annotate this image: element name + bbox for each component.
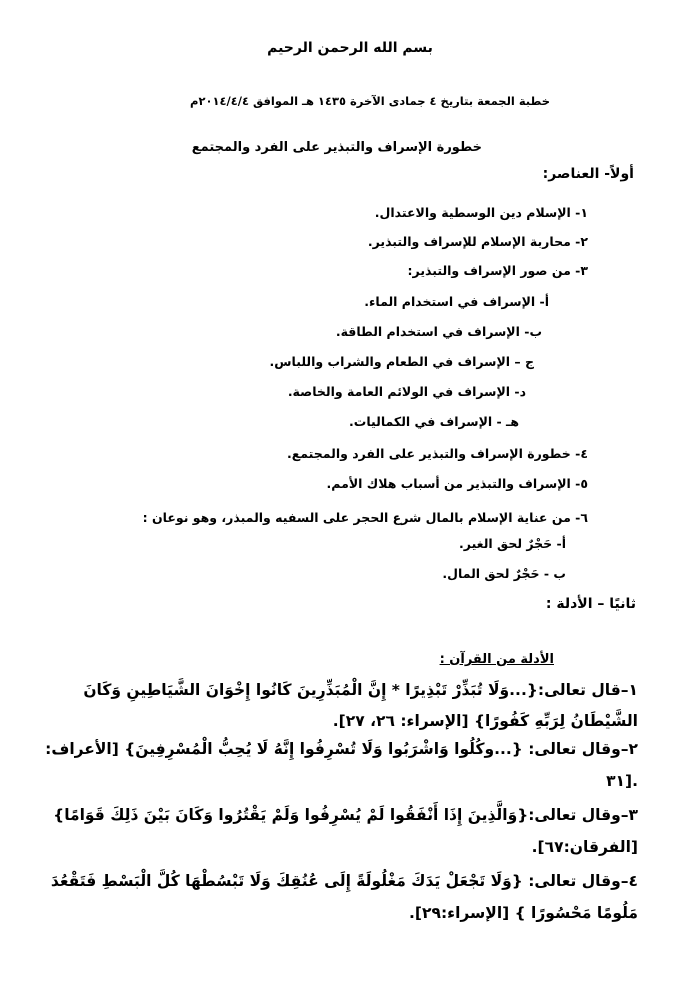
element-item-4: ٤- خطورة الإسراف والتبذير على الفرد والمجتمع. <box>286 446 588 461</box>
element-subitem-d: د- الإسراف في الولائم العامة والخاصة. <box>287 384 526 399</box>
elements-heading: أولاً- العناصر: <box>542 166 634 182</box>
element-item-6: ٦- من عناية الإسلام بالمال شرع الحجر على السفيه والمبذر، وهو نوعان : <box>142 510 588 525</box>
verse-3-line-2: [الفرقان:٦٧]. <box>531 838 638 856</box>
verse-1-line-1: ١–قال تعالى:{...وَلَا تُبَذِّرْ تَبْذِيرًا * إِنَّ الْمُبَذِّرِينَ كَانُوا إِخْوَانَ الشَّيَاطِينِ وَكَانَ <box>83 681 638 699</box>
verse-2-line-1: ٢–وقال تعالى: {...وكُلُوا وَاشْرَبُوا وَلَا تُسْرِفُوا إِنَّهُ لَا يُحِبُّ الْمُسْرِفِينَ} [الأعراف: <box>45 740 638 758</box>
hajr-type-a: أ- حَجْرٌ لحق الغير. <box>459 536 566 551</box>
element-item-2: ٢- محاربة الإسلام للإسراف والتبذير. <box>367 234 588 249</box>
verse-1-line-2: الشَّيْطَانُ لِرَبِّهِ كَفُورًا} [الإسراء: ٢٦، ٢٧]. <box>332 712 638 730</box>
element-item-5: ٥- الإسراف والتبذير من أسباب هلاك الأمم. <box>326 476 588 491</box>
sermon-title: خطورة الإسراف والتبذير على الفرد والمجتمع <box>191 140 482 155</box>
element-subitem-c: ج – الإسراف في الطعام والشراب واللباس. <box>269 354 534 369</box>
element-item-1: ١- الإسلام دين الوسطية والاعتدال. <box>374 205 588 220</box>
verse-2-line-2: ٣١]. <box>606 772 638 790</box>
element-subitem-e: هـ - الإسراف في الكماليات. <box>349 414 519 429</box>
evidence-heading: ثانيًا – الأدلة : <box>545 596 636 612</box>
element-subitem-b: ب- الإسراف في استخدام الطاقة. <box>335 324 542 339</box>
element-subitem-a: أ- الإسراف في استخدام الماء. <box>364 294 549 309</box>
sermon-date-line: خطبة الجمعة بتاريخ ٤ جمادى الآخرة ١٤٣٥ هـ الموافق ٢٠١٤/٤/٤م <box>190 94 550 108</box>
quran-evidence-heading: الأدلة من القرآن : <box>439 652 554 667</box>
hajr-type-b: ب - حَجْرٌ لحق المال. <box>442 566 566 581</box>
element-item-3: ٣- من صور الإسراف والتبذير: <box>407 263 588 278</box>
verse-3-line-1: ٣–وقال تعالى:{وَالَّذِينَ إِذَا أَنْفَقُوا لَمْ يُسْرِفُوا وَلَمْ يَقْتُرُوا وَكَانَ بَيْنَ ذَلِكَ قَوَامًا} <box>53 806 638 824</box>
basmala: بسم الله الرحمن الرحيم <box>267 40 433 56</box>
verse-4-line-1: ٤–وقال تعالى: {وَلَا تَجْعَلْ يَدَكَ مَغْلُولَةً إِلَى عُنُقِكَ وَلَا تَبْسُطْهَا كُلَّ الْبَسْطِ فَتَقْعُدَ <box>50 872 638 890</box>
verse-4-line-2: مَلُومًا مَحْسُورًا } [الإسراء:٢٩]. <box>409 904 638 922</box>
